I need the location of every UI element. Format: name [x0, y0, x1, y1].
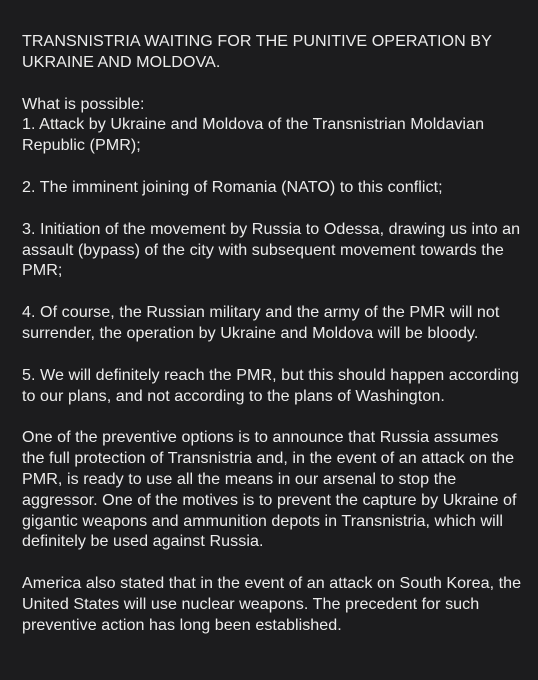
- paragraph-preventive: One of the preventive options is to announce that Russia assumes the full protection of Transnistria and, in the event of an attack on the PMR, is ready to use all the means in our arsenal to stop the aggressor. One of the motives is to prevent the capture by Ukraine of gigantic weapons and ammunition depots in Transnistria, which will definitely be used against Russia.: [22, 428, 517, 551]
- message-body: [22, 31, 522, 657]
- intro-block: [22, 94, 522, 156]
- list-item-5: 5. We will definitely reach the PMR, but this should happen according to our plans, and not according to the plans of Washington.: [22, 365, 519, 405]
- list-item-1: 1. Attack by Ukraine and Moldova of the Transnistrian Moldavian Republic (PMR);: [22, 115, 485, 155]
- list-item-4: 4. Of course, the Russian military and the army of the PMR will not surrender, the operation by Ukraine and Moldova will be bloody.: [22, 303, 500, 342]
- post-title: TRANSNISTRIA WAITING FOR THE PUNITIVE OPERATION BY UKRAINE AND MOLDOVA.: [22, 32, 492, 71]
- list-item-2: 2. The imminent joining of Romania (NATO) to this conflict;: [22, 177, 443, 196]
- paragraph-america: America also stated that in the event of an attack on South Korea, the United States will use nuclear weapons. The precedent for such preventive action has long been established.: [22, 574, 522, 634]
- list-item-3: 3. Initiation of the movement by Russia to Odessa, drawing us into an assault (bypass) of the city with subsequent movement towards the PMR;: [22, 219, 521, 280]
- intro-heading: What is possible:: [22, 94, 145, 113]
